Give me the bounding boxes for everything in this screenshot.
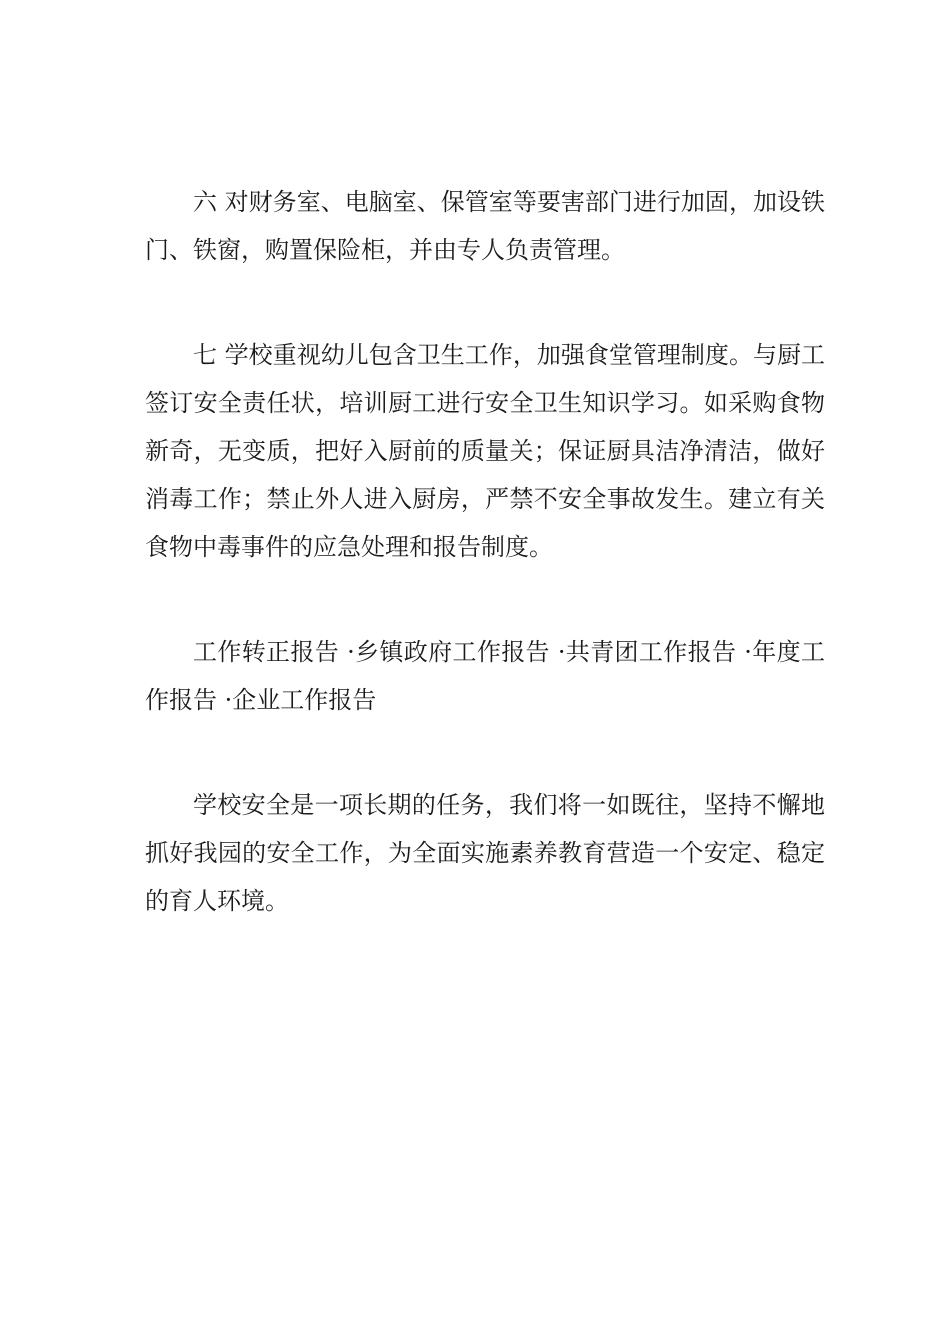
paragraph-conclusion: 学校安全是一项长期的任务，我们将一如既往，坚持不懈地抓好我园的安全工作，为全面实施素养教育营造一个安定、稳定的育人环境。 <box>145 791 825 915</box>
document-body <box>145 178 825 982</box>
paragraph-six-security-rooms: 六 对财务室、电脑室、保管室等要害部门进行加固，加设铁门、铁窗，购置保险柜，并由专人负责管理。 <box>145 188 825 264</box>
paragraph-related-reports: 工作转正报告 ·乡镇政府工作报告 ·共青团工作报告 ·年度工作报告 ·企业工作报告 <box>145 638 825 714</box>
paragraph-seven-food-hygiene: 七 学校重视幼儿包含卫生工作，加强食堂管理制度。与厨工签订安全责任状，培训厨工进行安全卫生知识学习。如采购食物新奇，无变质，把好入厨前的质量关；保证厨具洁净清洁，做好消毒工作；禁止外人进入厨房，严禁不安全事故发生。建立有关食物中毒事件的应急处理和报告制度。 <box>145 341 825 561</box>
